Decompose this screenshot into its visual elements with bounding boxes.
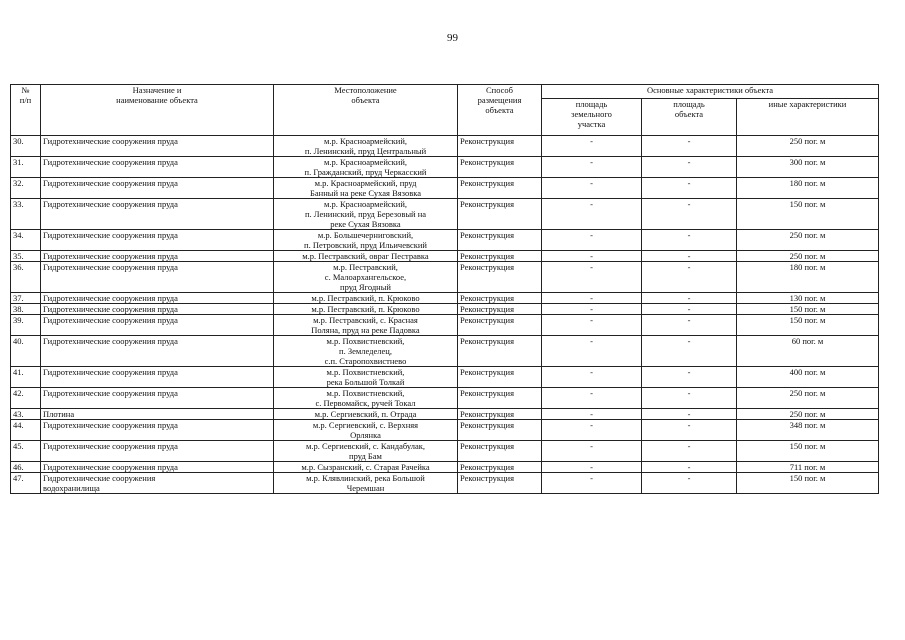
- cell-object-area: -: [642, 304, 737, 315]
- cell-other: 250 пог. м: [737, 230, 879, 251]
- cell-location: м.р. Красноармейский, пруд Банный на реке Сухая Вязовка: [274, 178, 458, 199]
- cell-other: 300 пог. м: [737, 157, 879, 178]
- cell-land-area: -: [542, 409, 642, 420]
- cell-other: 250 пог. м: [737, 409, 879, 420]
- cell-land-area: -: [542, 315, 642, 336]
- cell-land-area: -: [542, 262, 642, 293]
- cell-object-area: -: [642, 420, 737, 441]
- cell-land-area: -: [542, 473, 642, 494]
- table-row: [11, 473, 879, 494]
- cell-method: Реконструкция: [458, 462, 542, 473]
- cell-num: 34.: [11, 230, 41, 251]
- cell-num: 39.: [11, 315, 41, 336]
- cell-other: 150 пог. м: [737, 315, 879, 336]
- cell-location: м.р. Пестравский, с. Красная Поляна, пруд на реке Падовка: [274, 315, 458, 336]
- table-row: [11, 304, 879, 315]
- cell-other: 711 пог. м: [737, 462, 879, 473]
- cell-other: 130 пог. м: [737, 293, 879, 304]
- cell-other: 250 пог. м: [737, 251, 879, 262]
- cell-location: м.р. Пестравский, с. Малоархангельское, пруд Ягодный: [274, 262, 458, 293]
- cell-object-area: -: [642, 262, 737, 293]
- table-row: [11, 293, 879, 304]
- cell-land-area: -: [542, 336, 642, 367]
- cell-method: Реконструкция: [458, 293, 542, 304]
- cell-num: 36.: [11, 262, 41, 293]
- cell-other: 180 пог. м: [737, 262, 879, 293]
- cell-other: 250 пог. м: [737, 388, 879, 409]
- cell-name: Гидротехнические сооружения пруда: [41, 136, 274, 157]
- cell-method: Реконструкция: [458, 420, 542, 441]
- cell-name: Гидротехнические сооружения пруда: [41, 420, 274, 441]
- cell-land-area: -: [542, 462, 642, 473]
- table-body: [11, 136, 879, 494]
- cell-land-area: -: [542, 251, 642, 262]
- cell-num: 47.: [11, 473, 41, 494]
- cell-name: Гидротехнические сооружения пруда: [41, 441, 274, 462]
- cell-method: Реконструкция: [458, 441, 542, 462]
- cell-num: 44.: [11, 420, 41, 441]
- cell-other: 150 пог. м: [737, 441, 879, 462]
- cell-location: м.р. Похвистневский, п. Земледелец, с.п. Старопохвистнево: [274, 336, 458, 367]
- table-row: [11, 336, 879, 367]
- table-row: [11, 157, 879, 178]
- cell-land-area: -: [542, 388, 642, 409]
- cell-location: м.р. Сызранский, с. Старая Рачейка: [274, 462, 458, 473]
- cell-object-area: -: [642, 336, 737, 367]
- cell-location: м.р. Пестравский, овраг Пестравка: [274, 251, 458, 262]
- cell-method: Реконструкция: [458, 178, 542, 199]
- cell-name: Гидротехнические сооружения пруда: [41, 315, 274, 336]
- cell-object-area: -: [642, 462, 737, 473]
- cell-land-area: -: [542, 441, 642, 462]
- header-main-characteristics: Основные характеристики объекта: [542, 85, 879, 99]
- cell-name: Гидротехнические сооружения пруда: [41, 251, 274, 262]
- cell-land-area: -: [542, 178, 642, 199]
- cell-land-area: -: [542, 420, 642, 441]
- cell-name: Гидротехнические сооружения пруда: [41, 336, 274, 367]
- cell-method: Реконструкция: [458, 409, 542, 420]
- table-row: [11, 230, 879, 251]
- cell-object-area: -: [642, 367, 737, 388]
- cell-land-area: -: [542, 157, 642, 178]
- page-number: 99: [447, 32, 458, 44]
- cell-method: Реконструкция: [458, 251, 542, 262]
- cell-num: 45.: [11, 441, 41, 462]
- table-row: [11, 199, 879, 230]
- cell-num: 31.: [11, 157, 41, 178]
- cell-name: Гидротехнические сооружения пруда: [41, 178, 274, 199]
- cell-land-area: -: [542, 199, 642, 230]
- cell-method: Реконструкция: [458, 315, 542, 336]
- cell-method: Реконструкция: [458, 262, 542, 293]
- cell-location: м.р. Сергиевский, с. Верхняя Орлянка: [274, 420, 458, 441]
- cell-name: Гидротехнические сооружения пруда: [41, 462, 274, 473]
- cell-land-area: -: [542, 136, 642, 157]
- cell-method: Реконструкция: [458, 230, 542, 251]
- table-row: [11, 420, 879, 441]
- cell-method: Реконструкция: [458, 473, 542, 494]
- cell-object-area: -: [642, 157, 737, 178]
- cell-num: 32.: [11, 178, 41, 199]
- cell-land-area: -: [542, 293, 642, 304]
- table-row: [11, 367, 879, 388]
- cell-object-area: -: [642, 136, 737, 157]
- cell-name: Гидротехнические сооружения водохранилища: [41, 473, 274, 494]
- header-method: Способ размещения объекта: [458, 85, 542, 136]
- cell-method: Реконструкция: [458, 367, 542, 388]
- cell-method: Реконструкция: [458, 304, 542, 315]
- cell-object-area: -: [642, 315, 737, 336]
- cell-other: 150 пог. м: [737, 199, 879, 230]
- cell-location: м.р. Сергиевский, с. Кандабулак, пруд Бам: [274, 441, 458, 462]
- cell-num: 33.: [11, 199, 41, 230]
- cell-location: м.р. Похвистневский, река Большой Толкай: [274, 367, 458, 388]
- cell-location: м.р. Пестравский, п. Крюково: [274, 293, 458, 304]
- cell-other: 60 пог. м: [737, 336, 879, 367]
- header-location: Местоположение объекта: [274, 85, 458, 136]
- table-row: [11, 441, 879, 462]
- header-other-characteristics: иные характеристики: [737, 99, 879, 136]
- cell-num: 30.: [11, 136, 41, 157]
- table-row: [11, 178, 879, 199]
- cell-num: 42.: [11, 388, 41, 409]
- cell-other: 150 пог. м: [737, 304, 879, 315]
- cell-object-area: -: [642, 409, 737, 420]
- cell-location: м.р. Красноармейский, п. Гражданский, пруд Черкасский: [274, 157, 458, 178]
- table-row: [11, 315, 879, 336]
- cell-num: 43.: [11, 409, 41, 420]
- cell-other: 250 пог. м: [737, 136, 879, 157]
- cell-method: Реконструкция: [458, 136, 542, 157]
- cell-location: м.р. Пестравский, п. Крюково: [274, 304, 458, 315]
- cell-name: Гидротехнические сооружения пруда: [41, 367, 274, 388]
- cell-other: 400 пог. м: [737, 367, 879, 388]
- cell-object-area: -: [642, 441, 737, 462]
- cell-name: Гидротехнические сооружения пруда: [41, 157, 274, 178]
- cell-location: м.р. Похвистневский, с. Первомайск, ручей Токал: [274, 388, 458, 409]
- cell-other: 348 пог. м: [737, 420, 879, 441]
- cell-object-area: -: [642, 473, 737, 494]
- cell-name: Плотина: [41, 409, 274, 420]
- cell-object-area: -: [642, 251, 737, 262]
- cell-land-area: -: [542, 304, 642, 315]
- cell-location: м.р. Клявлинский, река Большой Черемшан: [274, 473, 458, 494]
- table-row: [11, 136, 879, 157]
- cell-name: Гидротехнические сооружения пруда: [41, 388, 274, 409]
- table-row: [11, 388, 879, 409]
- cell-object-area: -: [642, 388, 737, 409]
- table-row: [11, 409, 879, 420]
- cell-land-area: -: [542, 230, 642, 251]
- table-row: [11, 462, 879, 473]
- cell-location: м.р. Сергиевский, п. Отрада: [274, 409, 458, 420]
- cell-object-area: -: [642, 230, 737, 251]
- cell-other: 150 пог. м: [737, 473, 879, 494]
- cell-name: Гидротехнические сооружения пруда: [41, 199, 274, 230]
- cell-num: 37.: [11, 293, 41, 304]
- cell-name: Гидротехнические сооружения пруда: [41, 230, 274, 251]
- header-land-area: площадь земельного участка: [542, 99, 642, 136]
- cell-num: 38.: [11, 304, 41, 315]
- cell-location: м.р. Красноармейский, п. Ленинский, пруд Березовый на реке Сухая Вязовка: [274, 199, 458, 230]
- cell-location: м.р. Красноармейский, п. Ленинский, пруд Центральный: [274, 136, 458, 157]
- cell-name: Гидротехнические сооружения пруда: [41, 262, 274, 293]
- cell-location: м.р. Большечерниговский, п. Петровский, пруд Ильичевский: [274, 230, 458, 251]
- cell-object-area: -: [642, 199, 737, 230]
- cell-num: 41.: [11, 367, 41, 388]
- cell-land-area: -: [542, 367, 642, 388]
- objects-table: [10, 84, 879, 494]
- cell-num: 40.: [11, 336, 41, 367]
- cell-object-area: -: [642, 293, 737, 304]
- cell-name: Гидротехнические сооружения пруда: [41, 304, 274, 315]
- header-num: № п/п: [11, 85, 41, 136]
- table-row: [11, 262, 879, 293]
- cell-method: Реконструкция: [458, 157, 542, 178]
- cell-other: 180 пог. м: [737, 178, 879, 199]
- cell-method: Реконструкция: [458, 388, 542, 409]
- cell-object-area: -: [642, 178, 737, 199]
- cell-method: Реконструкция: [458, 336, 542, 367]
- header-object-area: площадь объекта: [642, 99, 737, 136]
- cell-method: Реконструкция: [458, 199, 542, 230]
- cell-name: Гидротехнические сооружения пруда: [41, 293, 274, 304]
- header-name: Назначение и наименование объекта: [41, 85, 274, 136]
- cell-num: 35.: [11, 251, 41, 262]
- cell-num: 46.: [11, 462, 41, 473]
- table-row: [11, 251, 879, 262]
